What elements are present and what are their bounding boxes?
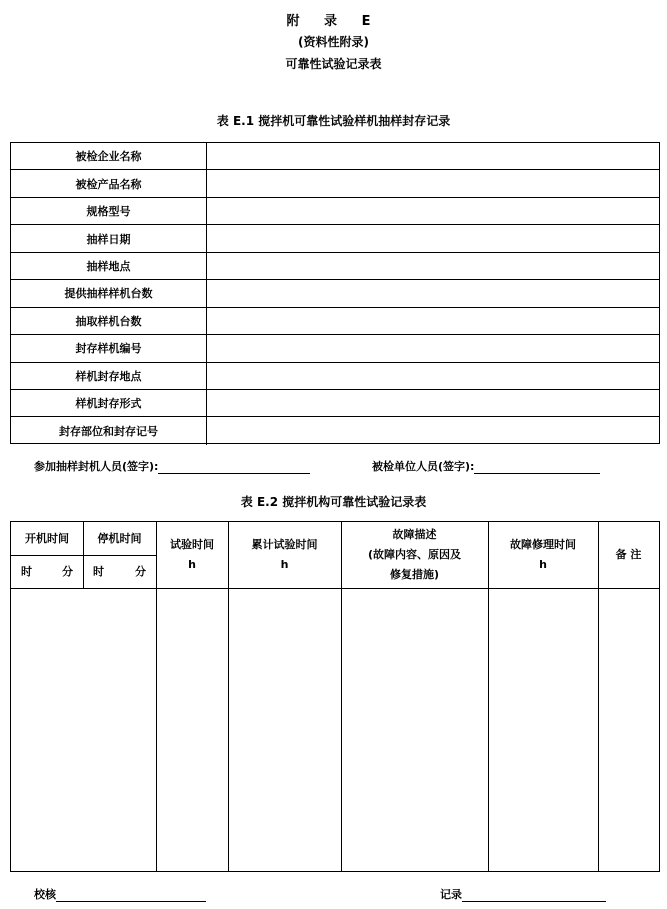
row-label: 抽样日期 — [11, 225, 207, 251]
row-value[interactable] — [207, 363, 659, 389]
check-signature — [34, 886, 206, 902]
sampler-signature — [34, 458, 310, 474]
sampler-signature-label: 参加抽样封机人员(签字): — [34, 460, 159, 473]
row-label: 抽取样机台数 — [11, 308, 207, 334]
check-field[interactable] — [56, 889, 206, 902]
appendix-heading: 可靠性试验记录表 — [285, 57, 382, 71]
table-e1 — [10, 142, 660, 444]
table-row — [11, 198, 659, 225]
header-start-hm: 时 分 — [21, 564, 73, 578]
header-start-time: 开机时间 — [25, 531, 69, 545]
table-row — [11, 308, 659, 335]
row-label: 被检企业名称 — [11, 143, 207, 169]
table-e2-caption: 表 E.2 搅拌机构可靠性试验记录表 — [240, 495, 427, 509]
appendix-subtitle: (资料性附录) — [298, 35, 369, 49]
header-remarks: 备 注 — [615, 548, 642, 561]
record-label: 记录 — [440, 888, 462, 901]
header-stop-hm: 时 分 — [93, 564, 146, 578]
table-row — [11, 335, 659, 362]
header-cumulative-time: 累计试验时间 h — [251, 538, 318, 571]
row-label: 规格型号 — [11, 198, 207, 224]
header-test-time: 试验时间 h — [170, 538, 214, 571]
row-label: 被检产品名称 — [11, 170, 207, 196]
row-label: 封存样机编号 — [11, 335, 207, 361]
row-value[interactable] — [207, 143, 659, 169]
row-value[interactable] — [207, 225, 659, 251]
table-row — [11, 143, 659, 170]
table-row — [11, 280, 659, 307]
inspected-signature-label: 被检单位人员(签字): — [372, 460, 475, 473]
row-value[interactable] — [207, 198, 659, 224]
row-value[interactable] — [207, 280, 659, 306]
divider — [11, 588, 659, 589]
row-value[interactable] — [207, 335, 659, 361]
row-label: 样机封存形式 — [11, 390, 207, 416]
header-repair-time: 故障修理时间 h — [510, 538, 576, 571]
header-stop-time: 停机时间 — [97, 531, 142, 545]
row-label: 样机封存地点 — [11, 363, 207, 389]
row-value[interactable] — [207, 253, 659, 279]
row-label: 抽样地点 — [11, 253, 207, 279]
row-value[interactable] — [207, 308, 659, 334]
table-row — [11, 170, 659, 197]
table-e1-caption: 表 E.1 搅拌机可靠性试验样机抽样封存记录 — [216, 114, 451, 128]
check-label: 校核 — [34, 888, 56, 901]
record-signature — [440, 886, 606, 902]
inspected-signature-field[interactable] — [474, 461, 600, 474]
table-row — [11, 390, 659, 417]
record-field[interactable] — [462, 889, 606, 902]
appendix-title: 附 录 E — [286, 14, 381, 29]
header-fault-description: 故障描述 (故障内容、原因及 修复措施) — [367, 528, 462, 581]
table-row — [11, 363, 659, 390]
row-value[interactable] — [207, 417, 659, 444]
row-value[interactable] — [207, 170, 659, 196]
sampler-signature-field[interactable] — [158, 461, 310, 474]
table-row — [11, 225, 659, 252]
table-e2 — [10, 521, 660, 872]
row-label: 封存部位和封存记号 — [11, 417, 207, 444]
inspected-signature — [372, 458, 600, 474]
table-row — [11, 253, 659, 280]
table-row — [11, 417, 659, 444]
row-label: 提供抽样样机台数 — [11, 280, 207, 306]
row-value[interactable] — [207, 390, 659, 416]
